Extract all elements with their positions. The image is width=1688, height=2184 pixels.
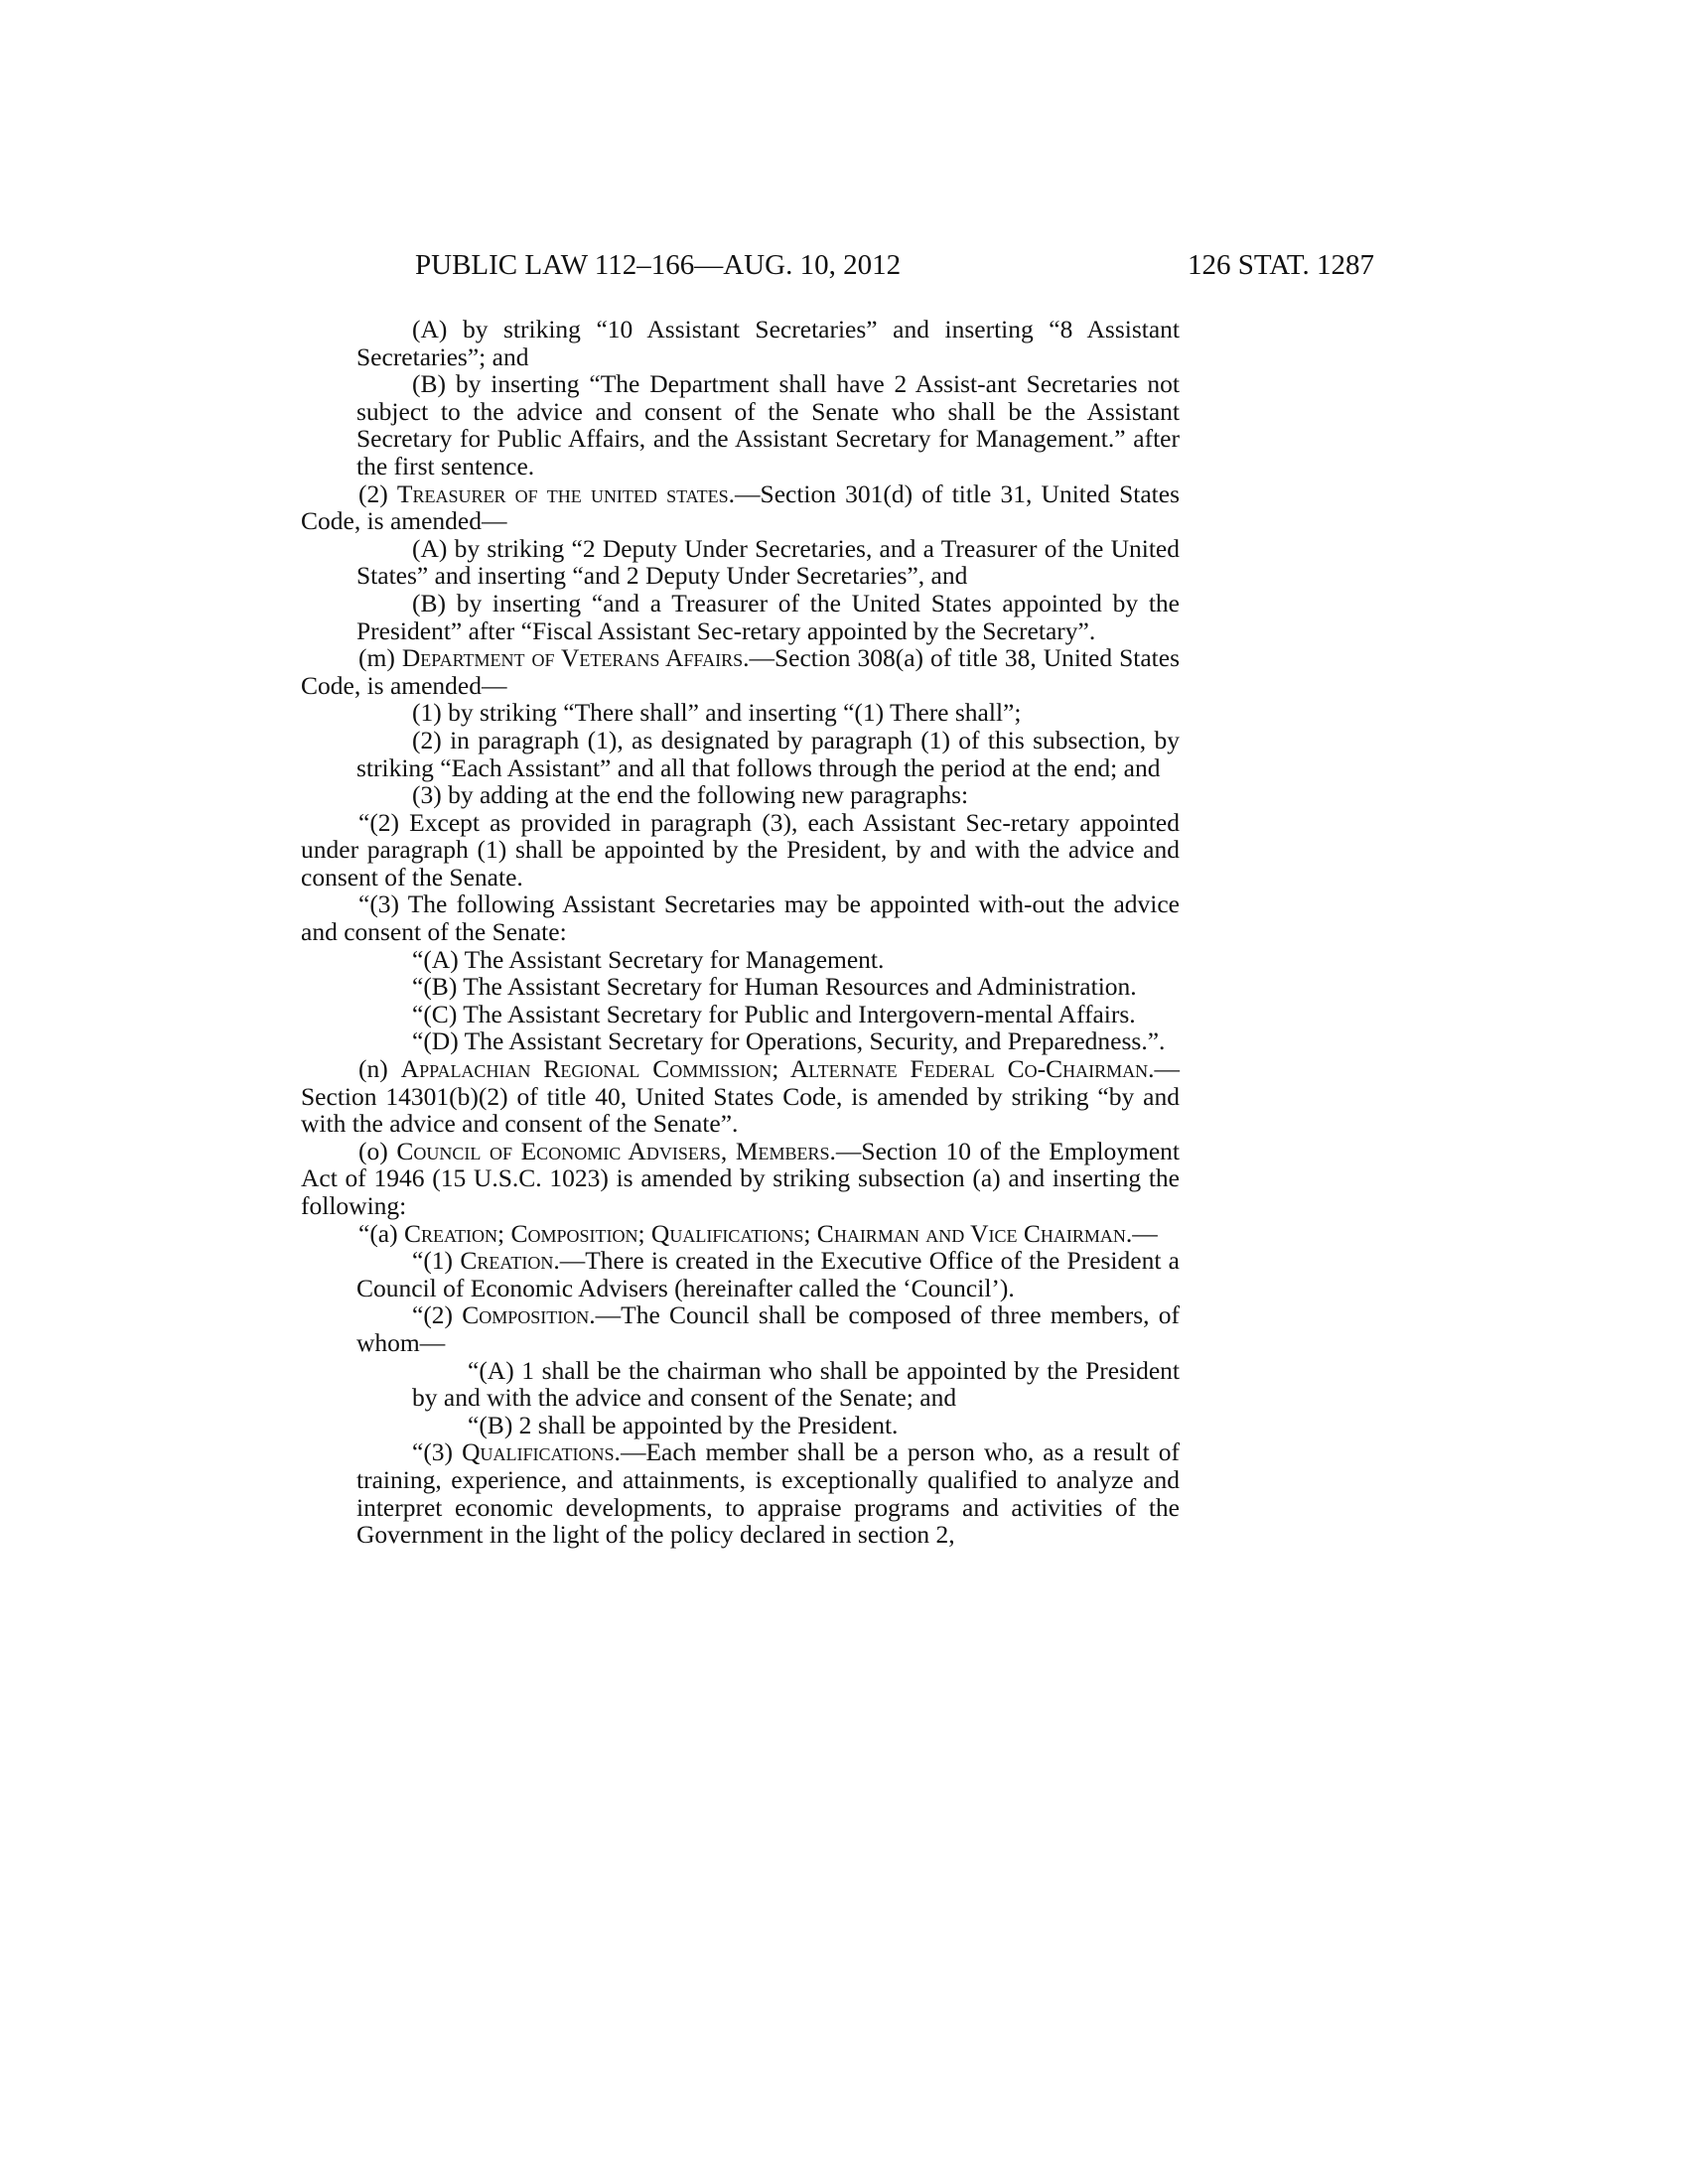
paragraph-text: (3) by adding at the end the following new paragraphs: (412, 780, 969, 810)
statute-paragraph (356, 946, 1180, 974)
paragraph-text: (B) by inserting “and a Treasurer of the United States appointed by the President” after “Fiscal Assistant Sec-retary appointed by the Secretary”. (356, 588, 1180, 645)
paragraph-heading: Treasurer of the united states. (396, 478, 736, 508)
paragraph-number: (n) (358, 1054, 401, 1084)
statute-paragraph (356, 1301, 1180, 1356)
statute-paragraph (356, 699, 1180, 727)
paragraph-text: (A) by striking “2 Deputy Under Secretaries, and a Treasurer of the United States” and inserting “and 2 Deputy Under Secretaries”, and (356, 533, 1180, 591)
paragraph-text: “(A) The Assistant Secretary for Management. (412, 944, 885, 974)
statute-paragraph (301, 890, 1180, 945)
statute-paragraph (301, 480, 1180, 535)
statute-paragraph (356, 1247, 1180, 1301)
statute-paragraph (301, 1055, 1180, 1138)
statute-paragraph (356, 727, 1180, 781)
paragraph-text: (A) by striking “10 Assistant Secretaries” and inserting “8 Assistant Secretaries”; and (356, 315, 1180, 371)
statute-paragraph (356, 1438, 1180, 1548)
statute-paragraph (301, 1138, 1180, 1220)
paragraph-number: “(1) (412, 1246, 461, 1276)
statute-paragraph (356, 316, 1180, 370)
paragraph-number: “(a) (358, 1218, 404, 1248)
statute-paragraph (356, 590, 1180, 644)
paragraph-heading: Composition. (462, 1300, 596, 1330)
paragraph-number: (o) (358, 1136, 397, 1165)
paragraph-text: (2) in paragraph (1), as designated by paragraph (1) of this subsection, by striking “Each Assistant” and all that follows through the period at the end; and (356, 725, 1180, 782)
paragraph-heading: Council of Economic Advisers, Members. (396, 1136, 836, 1165)
paragraph-heading: Creation. (460, 1246, 560, 1276)
paragraph-text: —Section 301(d) of title 31, United States Code, is amended— (301, 478, 1181, 536)
paragraph-heading: Qualifications. (462, 1437, 621, 1467)
paragraph-text: “(B) 2 shall be appointed by the President. (468, 1410, 899, 1439)
statute-paragraph (301, 809, 1180, 891)
statute-paragraph (356, 535, 1180, 590)
paragraph-text: —There is created in the Executive Office of the President a Council of Economic Advisers (hereinafter called the ‘Council’). (356, 1246, 1180, 1302)
paragraph-text: “(3) The following Assistant Secretaries may be appointed with-out the advice and consent of the Senate: (301, 889, 1180, 947)
statute-paragraph (356, 1001, 1180, 1028)
statute-paragraph (356, 370, 1180, 479)
paragraph-text: “(D) The Assistant Secretary for Operations, Security, and Preparedness.”. (412, 1026, 1166, 1056)
paragraph-text: “(C) The Assistant Secretary for Public and Intergovern-mental Affairs. (412, 999, 1136, 1028)
paragraph-text: —Each member shall be a person who, as a result of training, experience, and attainments, is exceptionally qualified to analyze and interpret economic developments, to appraise programs and activities of the Government in the light of the policy declared in section 2, (356, 1437, 1180, 1550)
paragraph-number: (m) (358, 643, 402, 673)
paragraph-text: (1) by striking “There shall” and inserting “(1) There shall”; (412, 698, 1022, 728)
paragraph-number: “(2) (412, 1300, 463, 1330)
paragraph-text: “(2) Except as provided in paragraph (3), each Assistant Sec-retary appointed under paragraph (1) shall be appointed by the President, by and with the advice and consent of the Senate. (301, 807, 1180, 891)
statute-body (301, 316, 1180, 1549)
statute-paragraph (356, 781, 1180, 809)
paragraph-text: —Section 14301(b)(2) of title 40, United States Code, is amended by striking “by and with the advice and consent of the Senate”. (301, 1054, 1180, 1139)
page-header (0, 245, 1688, 285)
statute-page-number: 126 STAT. 1287 (1187, 249, 1374, 281)
paragraph-heading: Creation; Composition; Qualifications; Chairman and Vice Chairman. (404, 1218, 1133, 1248)
paragraph-text: —The Council shall be composed of three members, of whom— (356, 1300, 1180, 1357)
paragraph-number: (2) (358, 478, 397, 508)
paragraph-text: “(B) The Assistant Secretary for Human Resources and Administration. (412, 972, 1137, 1002)
paragraph-text: —Section 308(a) of title 38, United States Code, is amended— (301, 643, 1180, 700)
paragraph-text: “(A) 1 shall be the chairman who shall be appointed by the President by and with the advice and consent of the Senate; and (412, 1355, 1180, 1413)
paragraph-text: —Section 10 of the Employment Act of 1946 (15 U.S.C. 1023) is amended by striking subsection (a) and inserting the following: (301, 1136, 1181, 1220)
statute-paragraph (301, 1220, 1180, 1248)
paragraph-text: — (1132, 1218, 1158, 1248)
statute-paragraph (412, 1412, 1180, 1439)
statute-paragraph (301, 644, 1180, 699)
statute-paragraph (412, 1357, 1180, 1412)
statute-paragraph (356, 1027, 1180, 1055)
paragraph-heading: Appalachian Regional Commission; Alternate Federal Co-Chairman. (400, 1054, 1155, 1084)
paragraph-text: (B) by inserting “The Department shall have 2 Assist-ant Secretaries not subject to the advice and consent of the Senate who shall be the Assistant Secretary for Public Affairs, and the Assistant Secretary for Management.” after the first sentence. (356, 369, 1180, 480)
paragraph-heading: Department of Veterans Affairs. (401, 643, 750, 673)
running-head: PUBLIC LAW 112–166—AUG. 10, 2012 (415, 249, 902, 281)
statute-paragraph (356, 973, 1180, 1001)
paragraph-number: “(3) (412, 1437, 463, 1467)
